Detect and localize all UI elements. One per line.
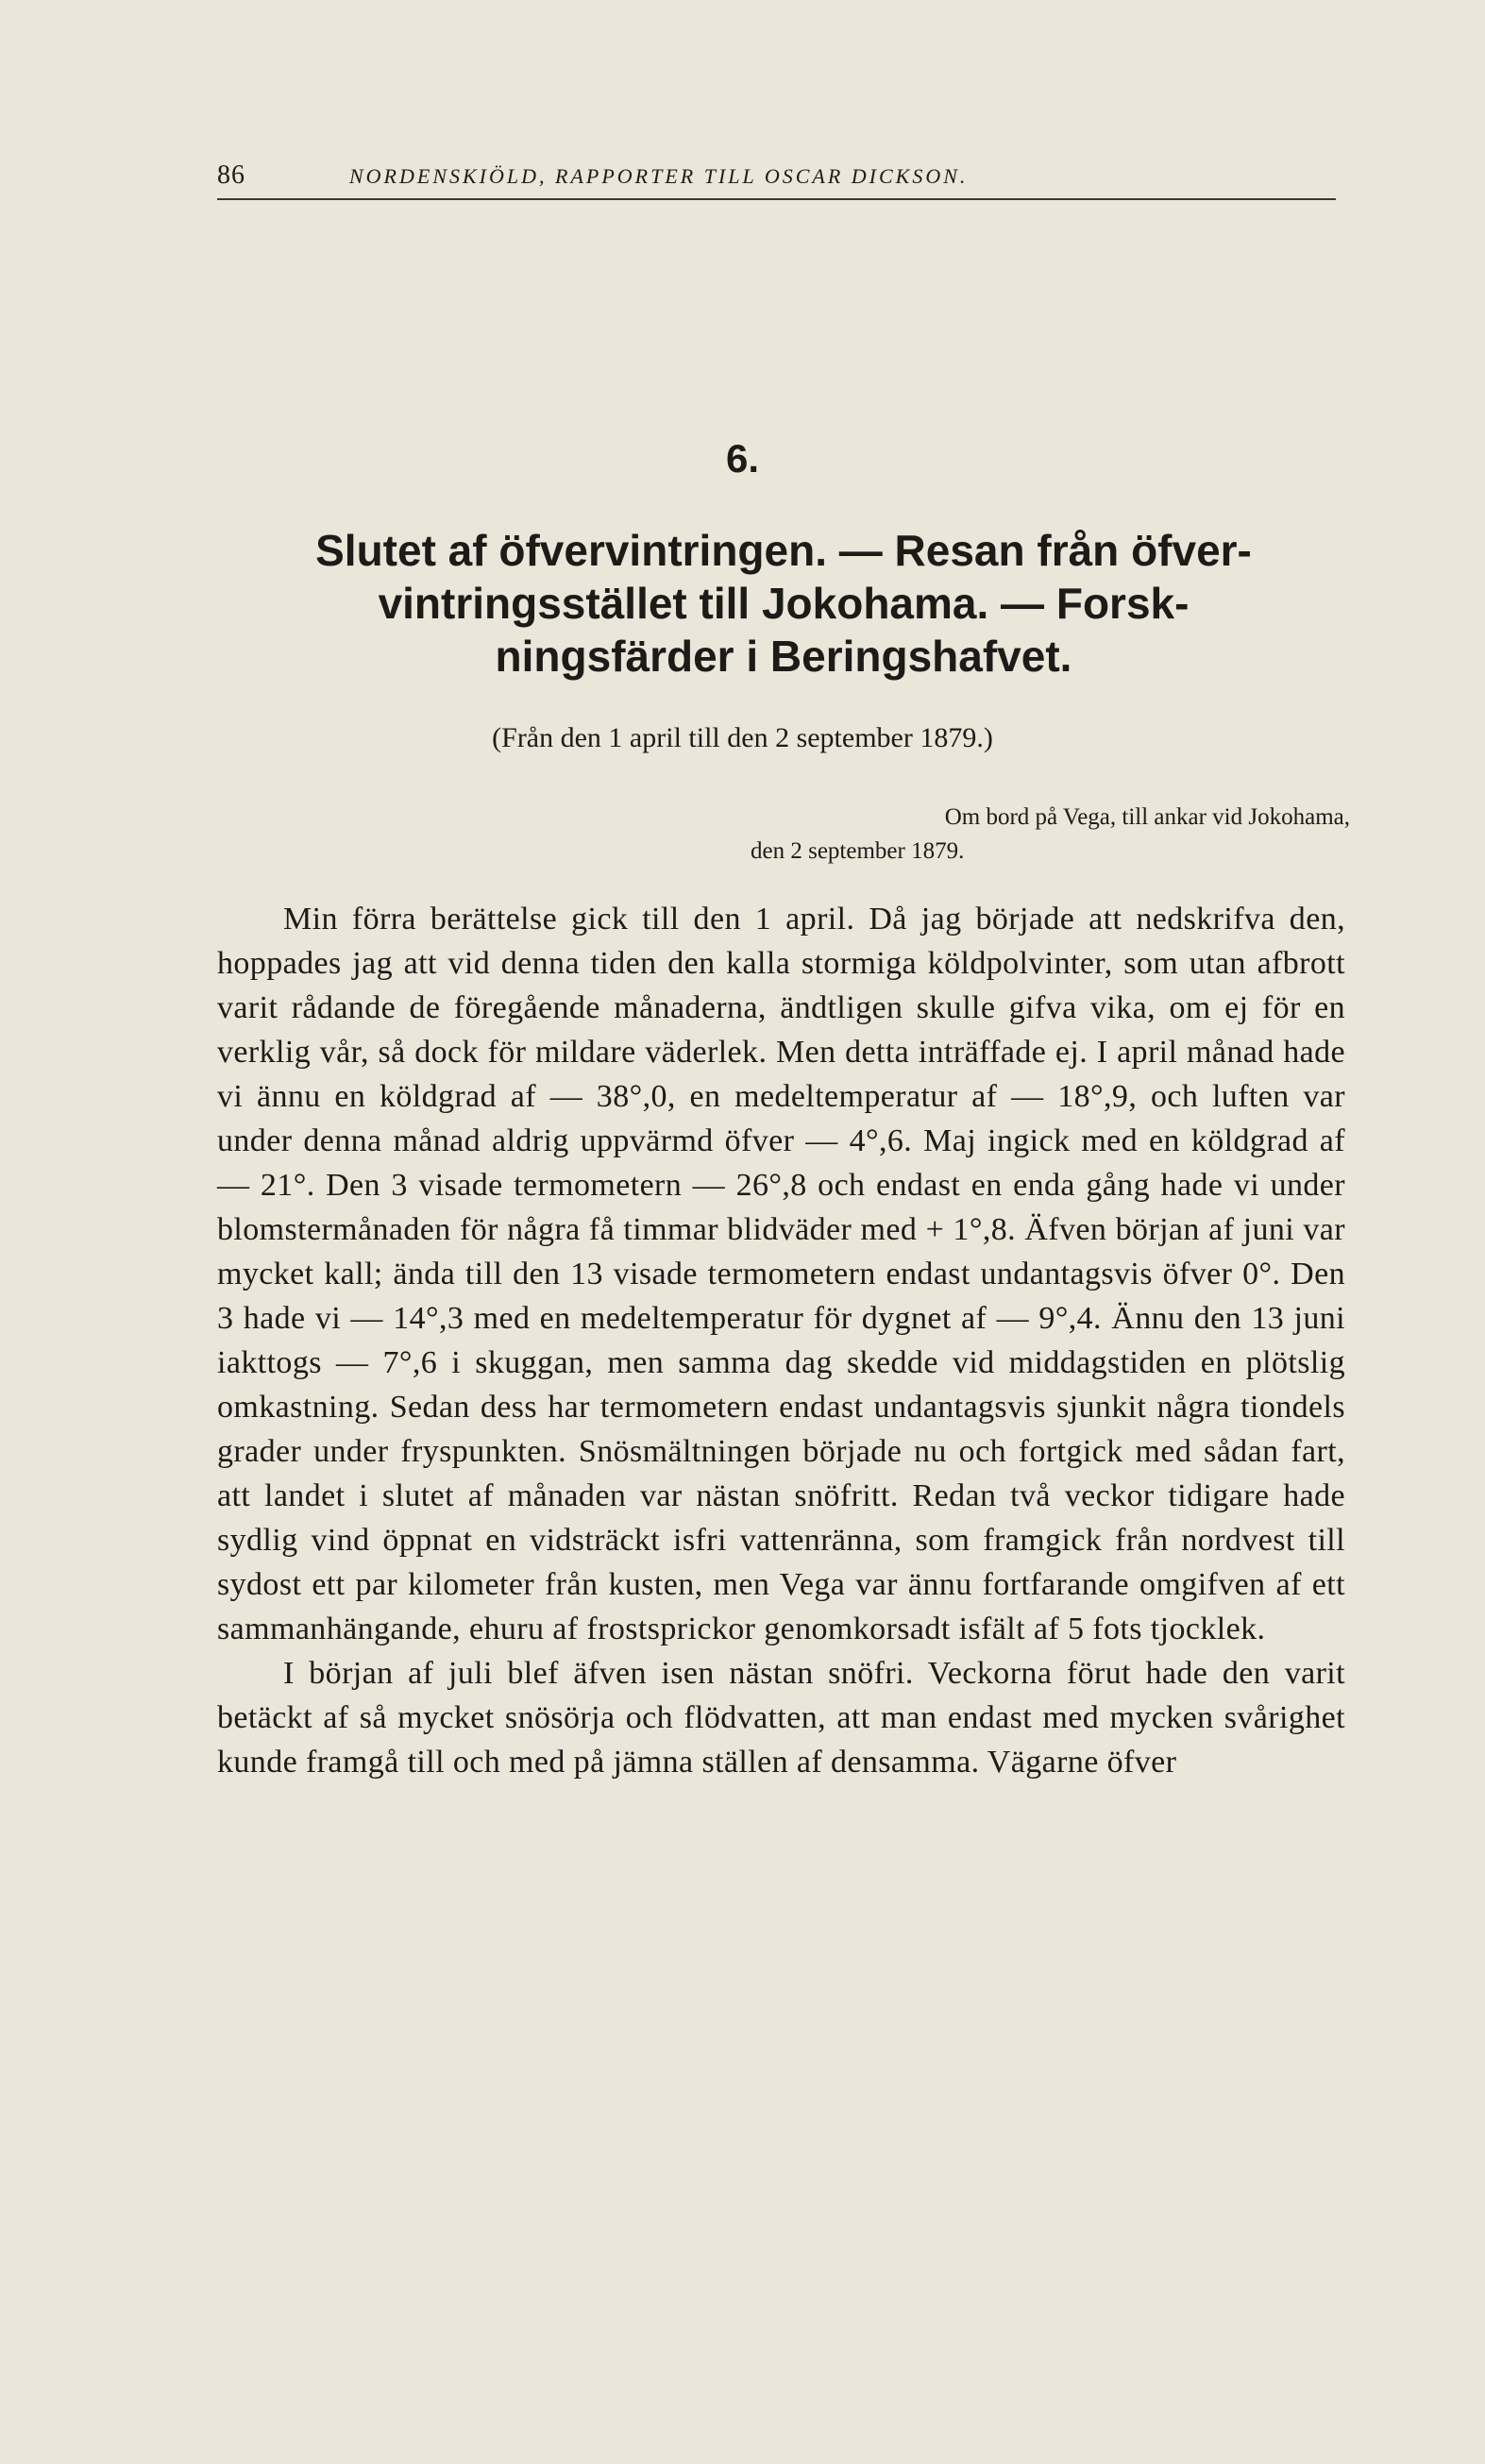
- body-text: [217, 897, 1345, 1784]
- paragraph: Min förra berättelse gick till den 1 april. Då jag började att nedskrifva den, hoppades jag att vid denna tiden den kalla stormiga köldpolvinter, som utan afbrott varit rådande de föregående månaderna, ändtligen skulle gifva vika, om ej för en verklig vår, så dock för mildare väderlek. Men detta inträffade ej. I april månad hade vi ännu en köldgrad af — 38°,0, en medeltemperatur af — 18°,9, och luften var under denna månad aldrig uppvärmd öfver — 4°,6. Maj ingick med en köldgrad af — 21°. Den 3 visade termometern — 26°,8 och endast en enda gång hade vi under blomstermånaden för några få timmar blidväder med + 1°,8. Äfven början af juni var mycket kall; ända till den 13 visade termometern endast undantagsvis öfver 0°. Den 3 hade vi — 14°,3 med en medeltemperatur för dygnet af — 9°,4. Ännu den 13 juni iakttogs — 7°,6 i skuggan, men samma dag skedde vid middagstiden en plötslig omkastning. Sedan dess har termometern endast undantagsvis sjunkit några tiondels grader under fryspunkten. Snösmältningen började nu och fortgick med sådan fart, att landet i slutet af månaden var nästan snöfritt. Redan två veckor tidigare hade sydlig vind öppnat en vidsträckt isfri vattenränna, som framgick från nordvest till sydost ett par kilometer från kusten, men Vega var ännu fortfarande omgifven af ett sammanhängande, ehuru af frostsprickor genomkorsadt isfält af 5 fots tjocklek.: [217, 902, 1345, 1646]
- chapter-title-line: Slutet af öfvervintringen. — Resan från öfver-: [315, 526, 1252, 575]
- chapter-title-line: vintringsstället till Jokohama. — Forsk-: [378, 579, 1190, 628]
- dateline: [680, 801, 1350, 869]
- dateline-place: Om bord på Vega, till ankar vid Jokohama,: [944, 804, 1350, 830]
- running-header: [217, 160, 1336, 200]
- page-number: 86: [217, 160, 245, 190]
- section-number: 6.: [725, 436, 760, 481]
- date-range: (Från den 1 april till den 2 september 1879.): [492, 722, 993, 753]
- dateline-date: den 2 september 1879.: [751, 838, 965, 864]
- chapter-title-line: ningsfärder i Beringshafvet.: [495, 632, 1072, 681]
- chapter-title: [217, 524, 1350, 683]
- paragraph: I början af juli blef äfven isen nästan snöfri. Veckorna förut hade den varit betäckt af så mycket snösörja och flödvatten, att man endast med mycken svårighet kunde framgå till och med på jämna ställen af densamma. Vägarne öfver: [217, 1656, 1345, 1780]
- running-title: NORDENSKIÖLD, RAPPORTER TILL OSCAR DICKSON.: [349, 164, 969, 188]
